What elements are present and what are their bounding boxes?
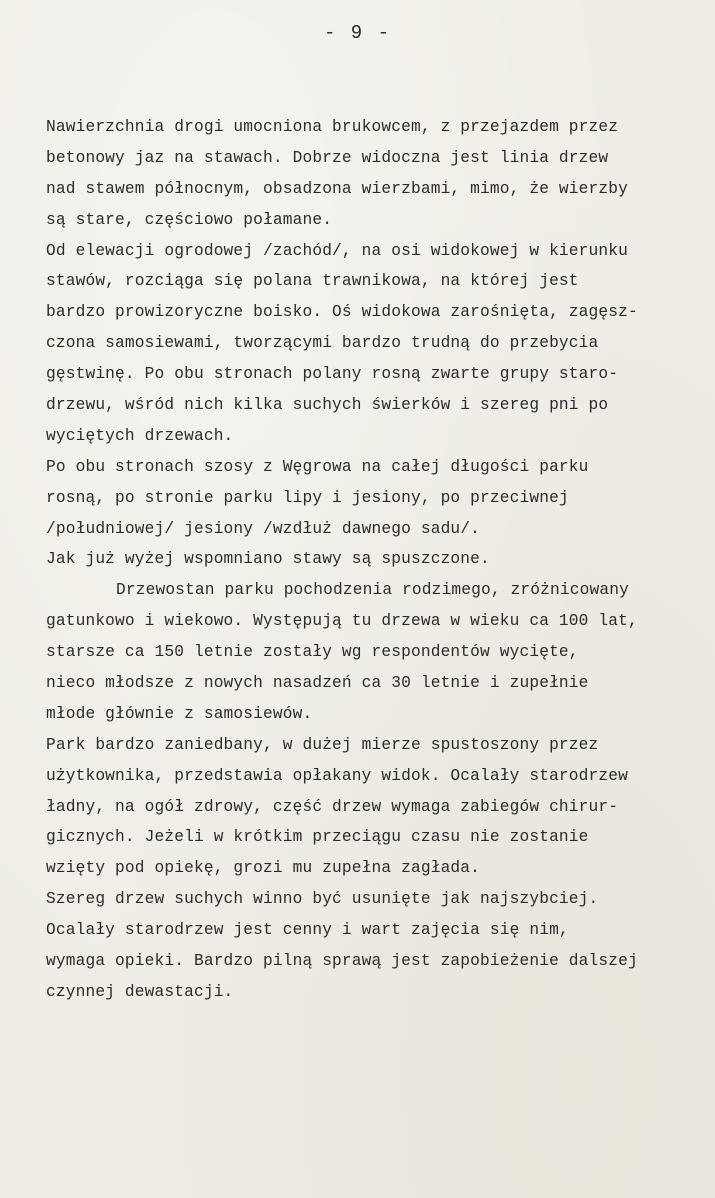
text-line: są stare, częściowo połamane. <box>46 210 333 229</box>
text-line: Jak już wyżej wspomniano stawy są spuszczone. <box>46 550 490 569</box>
body-text <box>46 112 671 1008</box>
text-line: Drzewostan parku pochodzenia rodzimego, zróżnicowany <box>116 581 629 600</box>
text-line: Ocalały starodrzew jest cenny i wart zajęcia się nim, <box>46 921 569 940</box>
text-line: starsze ca 150 letnie zostały wg respondentów wycięte, <box>46 643 579 662</box>
page-number: - 9 - <box>323 22 391 44</box>
text-line: wyciętych drzewach. <box>46 426 234 445</box>
text-line: czynnej dewastacji. <box>46 982 234 1001</box>
text-line: betonowy jaz na stawach. Dobrze widoczna jest linia drzew <box>46 148 609 167</box>
text-line: wymaga opieki. Bardzo pilną sprawą jest zapobieżenie dalszej <box>46 952 638 971</box>
text-line: nieco młodsze z nowych nasadzeń ca 30 letnie i zupełnie <box>46 674 589 693</box>
text-line: Szereg drzew suchych winno być usunięte jak najszybciej. <box>46 890 599 909</box>
text-line: wzięty pod opiekę, grozi mu zupełna zagłada. <box>46 859 481 878</box>
text-line: Park bardzo zaniedbany, w dużej mierze spustoszony przez <box>46 735 599 754</box>
text-line: gatunkowo i wiekowo. Występują tu drzewa w wieku ca 100 lat, <box>46 612 638 631</box>
text-line: nad stawem północnym, obsadzona wierzbami, mimo, że wierzby <box>46 179 628 198</box>
text-line: /południowej/ jesiony /wzdłuż dawnego sadu/. <box>46 519 481 538</box>
text-line: Po obu stronach szosy z Węgrowa na całej długości parku <box>46 457 589 476</box>
text-line: gicznych. Jeżeli w krótkim przeciągu czasu nie zostanie <box>46 828 589 847</box>
text-line: rosną, po stronie parku lipy i jesiony, po przeciwnej <box>46 488 569 507</box>
text-line: ładny, na ogół zdrowy, część drzew wymaga zabiegów chirur- <box>46 797 619 816</box>
text-line: Od elewacji ogrodowej /zachód/, na osi widokowej w kierunku <box>46 241 628 260</box>
text-line: stawów, rozciąga się polana trawnikowa, na której jest <box>46 272 579 291</box>
text-line: Nawierzchnia drogi umocniona brukowcem, z przejazdem przez <box>46 118 619 136</box>
text-line: gęstwinę. Po obu stronach polany rosną zwarte grupy staro- <box>46 365 619 384</box>
text-line: użytkownika, przedstawia opłakany widok. Ocalały starodrzew <box>46 766 628 785</box>
text-line: czona samosiewami, tworzącymi bardzo trudną do przebycia <box>46 334 599 353</box>
text-line: drzewu, wśród nich kilka suchych świerków i szereg pni po <box>46 396 609 415</box>
text-line: bardzo prowizoryczne boisko. Oś widokowa zarośnięta, zagęsz- <box>46 303 638 322</box>
text-line: młode głównie z samosiewów. <box>46 704 313 723</box>
